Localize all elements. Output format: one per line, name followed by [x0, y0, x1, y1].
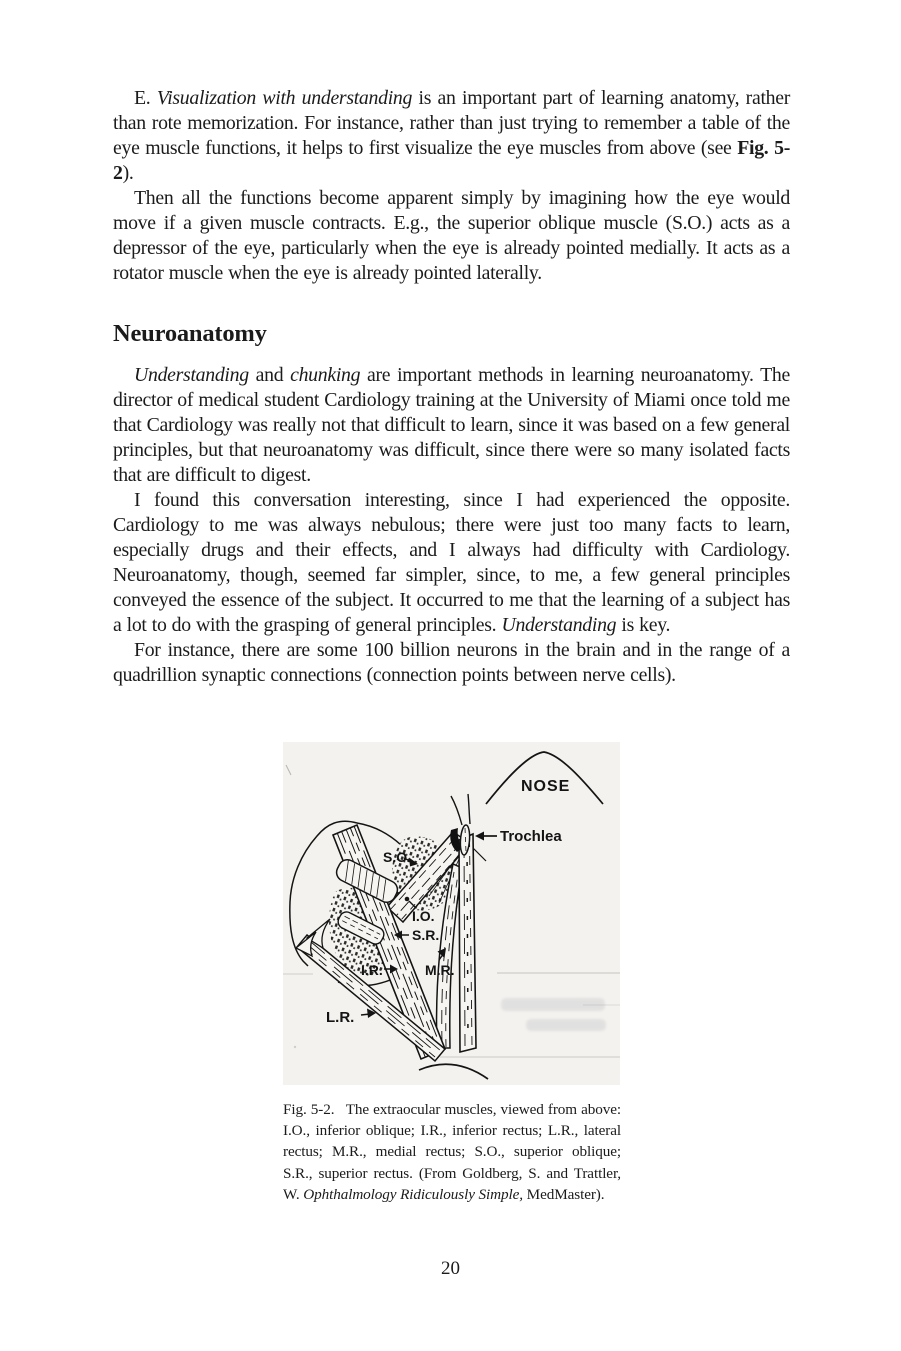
superior-oblique-belly-band — [459, 834, 476, 1052]
superior-rectus-label: S.R. — [412, 927, 440, 943]
figure-5-2-scan — [283, 742, 620, 1085]
paragraph-visualization: E. Visualization with understanding is an important part of learning anatomy, rather than rote memorization. For instance, rather than just trying to remember a table of the eye muscle functions, it helps to first visualize the eye muscles from above (see Fig. 5-2). — [113, 87, 791, 184]
medial-rectus-label: M.R. — [425, 962, 455, 978]
figure-caption: Fig. 5-2. The extraocular muscles, viewed from above: I.O., inferior oblique; I.R., inferior rectus; L.R., lateral rectus; M.R., medial rectus; S.O., superior oblique; S.R., superior rectus. (From Goldberg, S. and Trattler, W. Ophthalmology Ridiculously Simple, MedMaster). — [283, 1101, 621, 1203]
body-text — [113, 86, 790, 688]
lateral-rectus-label: L.R. — [326, 1009, 355, 1026]
inferior-oblique-label: I.O. — [412, 908, 435, 924]
page-number: 20 — [441, 1258, 460, 1279]
inferior-rectus-label: I.R. — [361, 962, 383, 978]
paragraph-conversation: I found this conversation interesting, since I had experienced the opposite. Cardiology to me was always nebulous; there were just too many facts to learn, especially drugs and their effects, and I always had difficulty with Cardiology. Neuroanatomy, though, seemed far simpler, since, to me, a few general principles conveyed the essence of the subject. It occurred to me that the learning of a subject has a lot to do with the grasping of general principles. Understanding is key. — [113, 489, 790, 636]
trochlea-label: Trochlea — [500, 828, 562, 845]
section-heading-neuroanatomy: Neuroanatomy — [113, 320, 267, 347]
superior-oblique-label: S.O. — [383, 849, 412, 865]
paragraph-understanding-chunking: Understanding and chunking are important methods in learning neuroanatomy. The director of medical student Cardiology training at the University of Miami once told me that Cardiology was really not that difficult to learn, since it was based on a few general principles, but that neuroanatomy was difficult, since there were so many isolated facts that are difficult to digest. — [113, 364, 790, 486]
nose-label: NOSE — [521, 778, 571, 795]
paragraph-functions: Then all the functions become apparent simply by imagining how the eye would move if a given muscle contracts. E.g., the superior oblique muscle (S.O.) acts as a depressor of the eye, particularly when the eye is already pointed medially. It acts as a rotator muscle when the eye is already pointed laterally. — [113, 187, 790, 284]
extraocular-muscles-diagram — [283, 742, 620, 1085]
orbital-apex-arc — [419, 1064, 488, 1079]
paragraph-neurons: For instance, there are some 100 billion neurons in the brain and in the range of a quadrillion synaptic connections (connection points between nerve cells). — [113, 639, 790, 686]
